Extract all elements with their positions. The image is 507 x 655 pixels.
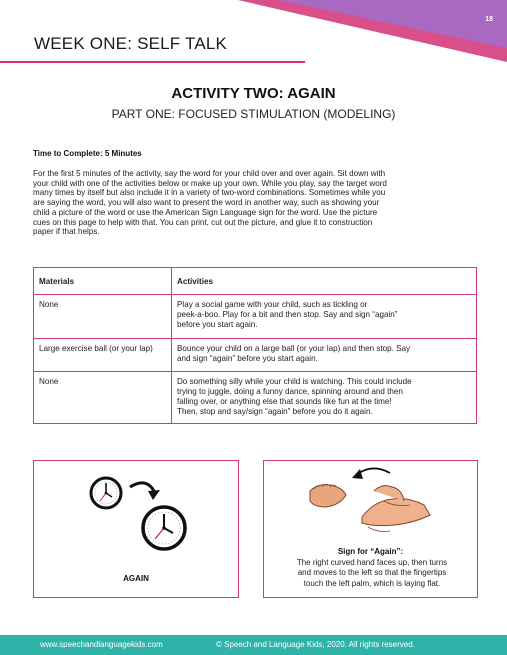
table-header-row bbox=[34, 268, 477, 295]
activity-line: peek-a-boo. Play for a bit and then stop. Say and sign “again” bbox=[177, 310, 398, 319]
page-number: 18 bbox=[485, 16, 493, 23]
sign-card bbox=[263, 460, 478, 598]
activity-line: Do something silly while your child is watching. This could include bbox=[177, 377, 412, 386]
sign-illustration bbox=[264, 461, 479, 541]
intro-line: child a picture of the word or use the American Sign Language sign for the word. Use the picture bbox=[33, 207, 378, 217]
footer-website-link[interactable]: www.speechandlanguagekids.com bbox=[40, 640, 163, 649]
sign-description bbox=[272, 558, 472, 589]
table-row bbox=[34, 295, 477, 339]
footer-copyright: © Speech and Language Kids, 2020. All rights reserved. bbox=[216, 640, 415, 649]
intro-line: many times by itself but also include it in a variety of two-word combinations. Sometimes while you bbox=[33, 188, 386, 198]
curved-arrow-icon bbox=[352, 468, 390, 479]
materials-header: Materials bbox=[34, 268, 172, 295]
activities-header: Activities bbox=[172, 268, 477, 295]
activities-table bbox=[33, 267, 477, 424]
activity-line: and sign “again” before you start again. bbox=[177, 354, 318, 363]
intro-line: your child with one of the activities below or make up your own. While you play, say the target word bbox=[33, 178, 387, 188]
picture-card bbox=[33, 460, 239, 598]
activity-cell bbox=[172, 339, 477, 372]
sign-line: touch the left palm, which is laying flat. bbox=[303, 578, 441, 588]
clock-icon bbox=[91, 478, 121, 508]
intro-paragraph bbox=[33, 169, 478, 237]
intro-line: cues on this page to help with that. You can print, cut out the picture, and glue it to construction bbox=[33, 217, 373, 227]
hand-sign-icon bbox=[310, 484, 430, 531]
activity-line: before you start again. bbox=[177, 320, 258, 329]
table-row bbox=[34, 339, 477, 372]
sign-line: The right curved hand faces up, then turns bbox=[296, 558, 448, 567]
material-cell: None bbox=[34, 295, 172, 339]
footer-bar bbox=[0, 635, 507, 655]
table-row bbox=[34, 372, 477, 424]
intro-line: paper if that helps. bbox=[33, 227, 100, 237]
header-divider bbox=[0, 61, 305, 63]
activity-subtitle: PART ONE: FOCUSED STIMULATION (MODELING) bbox=[111, 107, 396, 121]
section-title: WEEK ONE: SELF TALK bbox=[34, 34, 228, 53]
clocks-illustration bbox=[34, 461, 240, 569]
activity-title: ACTIVITY TWO: AGAIN bbox=[171, 85, 336, 102]
activity-cell bbox=[172, 372, 477, 424]
activity-line: Bounce your child on a large ball (or your lap) and then stop. Say bbox=[177, 344, 411, 353]
activity-cell bbox=[172, 295, 477, 339]
sign-line: and moves to the left so that the fingertips bbox=[297, 568, 447, 578]
activity-line: Play a social game with your child, such as tickling or bbox=[177, 300, 368, 309]
picture-label: AGAIN bbox=[123, 574, 149, 583]
activity-line: falling over, or anything else that sounds like fun at the time! bbox=[177, 397, 392, 406]
curved-arrow-icon bbox=[130, 483, 160, 500]
intro-line: For the first 5 minutes of the activity, say the word for your child over and over again. Sit down with bbox=[33, 169, 386, 178]
activity-line: Then, stop and say/sign “again” before you do it again. bbox=[177, 407, 373, 416]
material-cell: Large exercise ball (or your lap) bbox=[34, 339, 172, 372]
time-to-complete: Time to Complete: 5 Minutes bbox=[33, 149, 142, 158]
clock-icon bbox=[143, 507, 185, 549]
activity-line: trying to juggle, doing a funny dance, spinning around and then bbox=[177, 387, 403, 396]
intro-line: are saying the word, you will also want to present the word in another way, such as showing your bbox=[33, 198, 380, 208]
sign-title: Sign for “Again”: bbox=[337, 547, 404, 556]
material-cell: None bbox=[34, 372, 172, 424]
